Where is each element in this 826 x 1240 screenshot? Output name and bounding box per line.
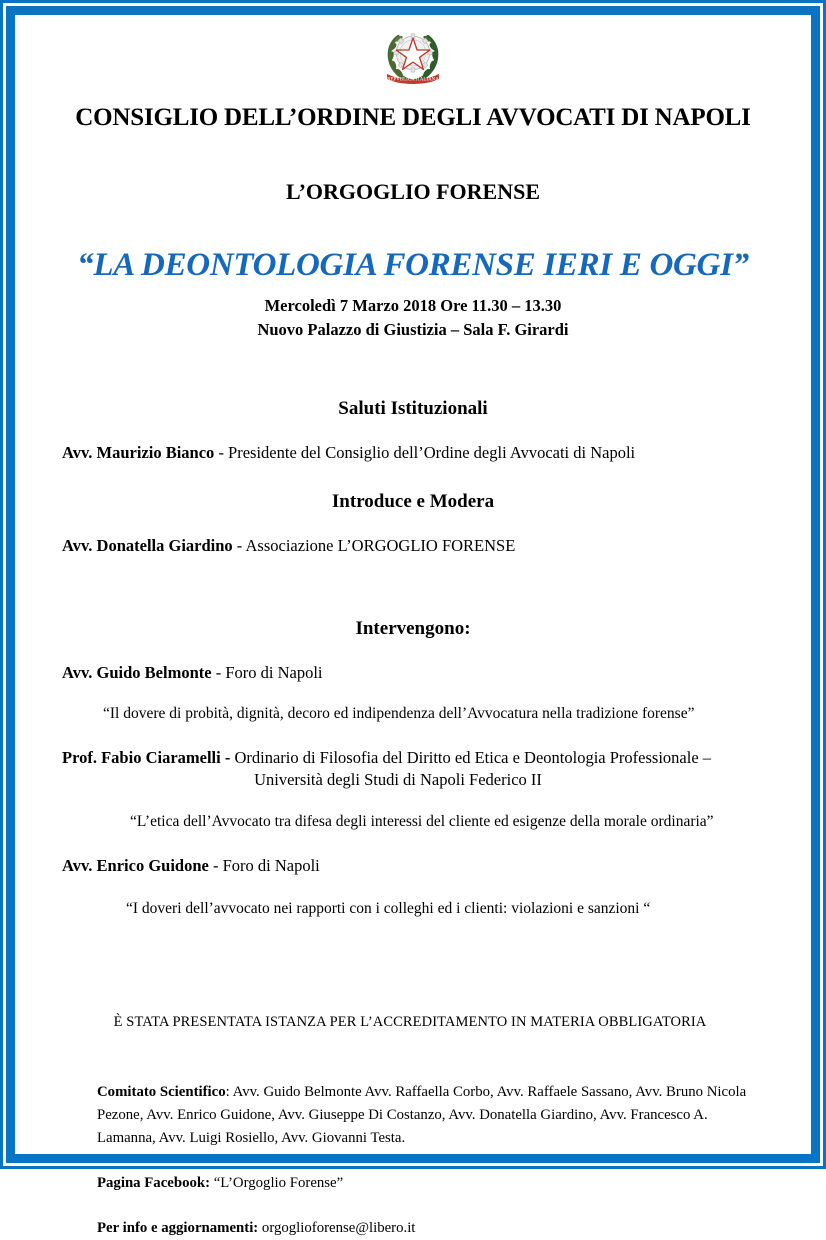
contact-info-label: Per info e aggiornamenti:: [97, 1219, 259, 1236]
section-heading-introduction: Introduce e Modera: [331, 491, 495, 513]
section-heading-greetings: Saluti Istituzionali: [338, 398, 488, 419]
speaker-entry: [40, 855, 786, 877]
introduction-person-name: Avv. Donatella Giardino: [62, 536, 233, 556]
footer-block: [40, 1081, 786, 1240]
introduction-person-role: - Associazione L’ORGOGLIO FORENSE: [232, 536, 516, 556]
association-name: L’ORGOGLIO FORENSE: [285, 179, 541, 204]
speaker-quote: “Il dovere di probità, dignità, decoro ed indipendenza dell’Avvocatura nella tradizione forense”: [103, 704, 695, 722]
contact-info: [97, 1217, 766, 1240]
greetings-person: [40, 442, 786, 464]
emblem-container: [40, 18, 786, 96]
italian-republic-emblem-icon: [382, 22, 444, 90]
speaker-name: Avv. Enrico Guidone: [62, 855, 209, 875]
poster-content: [18, 18, 808, 1236]
scientific-committee-members: : Avv. Guido Belmonte Avv. Raffaella Corbo, Avv. Raffaele Sassano, Avv. Bruno Nicola Pezone, Avv. Enrico Guidone, Avv. Giuseppe Di Costanzo, Avv. Donatella Giardino, Avv. Francesco A. Lamanna, Avv. Luigi Rosiello, Avv. Giovanni Testa.: [97, 1084, 747, 1146]
facebook-page-value: “L’Orgoglio Forense”: [210, 1174, 344, 1191]
event-title: “LA DEONTOLOGIA FORENSE IERI E OGGI”: [77, 247, 749, 283]
scientific-committee: [97, 1081, 766, 1150]
accreditation-notice: È STATA PRESENTATA ISTANZA PER L’ACCREDITAMENTO IN MATERIA OBBLIGATORIA: [113, 1014, 707, 1031]
organization-title: CONSIGLIO DELL’ORDINE DEGLI AVVOCATI DI NAPOLI: [75, 104, 751, 131]
contact-info-email: orgoglioforense@libero.it: [258, 1219, 416, 1236]
speaker-entry: [40, 747, 786, 769]
speaker-role: Ordinario di Filosofia del Diritto ed Etica e Deontologia Professionale –: [230, 747, 712, 767]
speaker-entry: [40, 662, 786, 684]
greetings-person-role: - Presidente del Consiglio dell’Ordine degli Avvocati di Napoli: [214, 443, 636, 462]
facebook-page: [97, 1172, 766, 1195]
speaker-role: - Foro di Napoli: [208, 855, 320, 875]
section-heading-speakers: Intervengono:: [355, 617, 471, 639]
event-datetime: Mercoledì 7 Marzo 2018 Ore 11.30 – 13.30: [264, 296, 562, 315]
speaker-name: Avv. Guido Belmonte: [62, 662, 212, 682]
event-venue: Nuovo Palazzo di Giustizia – Sala F. Girardi: [257, 320, 569, 339]
facebook-page-label: Pagina Facebook:: [97, 1174, 211, 1191]
speaker-name: Prof. Fabio Ciaramelli -: [62, 747, 231, 767]
speaker-quote: “L’etica dell’Avvocato tra difesa degli interessi del cliente ed esigenze della morale ordinaria”: [130, 812, 714, 830]
svg-text:REPVBLICA ITALIANA: REPVBLICA ITALIANA: [387, 77, 439, 83]
introduction-person: [40, 535, 786, 557]
speaker-role-second-line: Università degli Studi di Napoli Federico II: [254, 769, 542, 789]
speaker-role: - Foro di Napoli: [211, 662, 323, 682]
speaker-quote: “I doveri dell’avvocato nei rapporti con i colleghi ed i clienti: violazioni e sanzioni “: [126, 900, 651, 918]
scientific-committee-label: Comitato Scientifico: [97, 1084, 226, 1101]
greetings-person-name: Avv. Maurizio Bianco: [62, 443, 215, 462]
